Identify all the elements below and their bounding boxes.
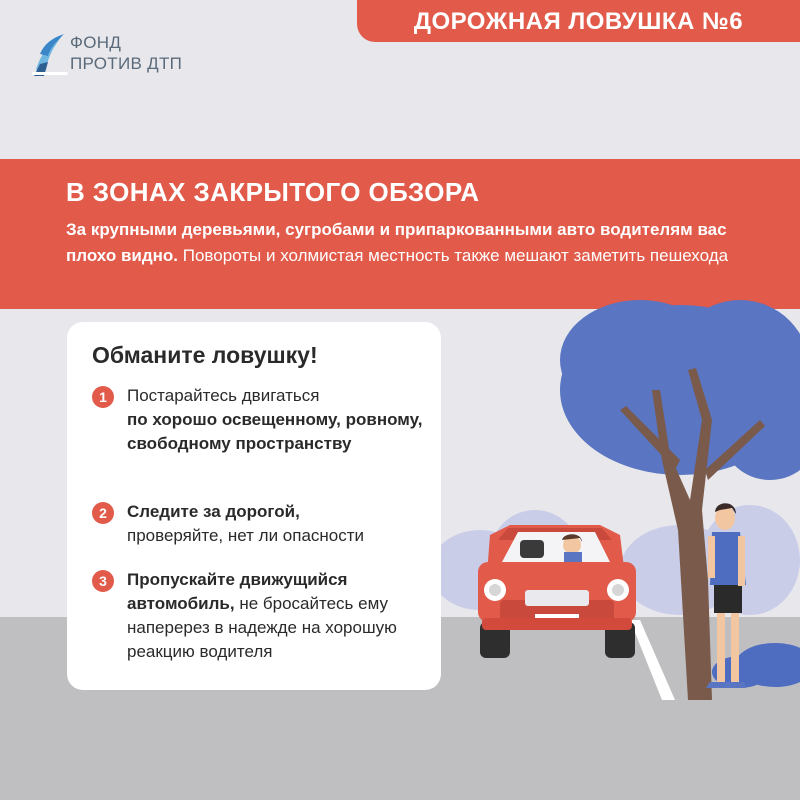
banner-text-regular: Повороты и холмистая местность также мешают заметить пешехода: [178, 246, 729, 265]
tip-text-regular: проверяйте, нет ли опасности: [127, 526, 365, 545]
logo: [30, 24, 210, 84]
headline-banner: [0, 159, 800, 309]
tip-text: [127, 568, 427, 664]
logo-text: [70, 32, 182, 74]
scene-illustration: [440, 300, 800, 720]
banner-text-bold: За крупными деревьями, сугробами и припаркованными авто водителям вас плохо видно.: [66, 220, 727, 265]
car-illustration: [478, 525, 636, 658]
road-marking: [630, 620, 675, 700]
tip-text-bold: по хорошо освещенному, ровному, свободному пространству: [127, 410, 423, 453]
tip-number-badge: 2: [92, 502, 114, 524]
trap-number-badge: [357, 0, 800, 42]
tips-card-title: Обманите ловушку!: [92, 342, 318, 368]
tip-text: [127, 384, 427, 456]
tip-text: [127, 500, 427, 548]
tip-text-regular: Постарайтесь двигаться: [127, 386, 320, 405]
tree-illustration: [560, 300, 800, 700]
logo-line-1: ФОНД: [70, 33, 122, 52]
tip-number-badge: 3: [92, 570, 114, 592]
tip-text-regular: не бросайтесь ему наперерез в надежде на хорошую реакцию водителя: [127, 594, 397, 661]
tip-text-bold: Следите за дорогой,: [127, 502, 300, 521]
banner-description: [66, 217, 766, 269]
tip-number-badge: 1: [92, 386, 114, 408]
banner-title: В ЗОНАХ ЗАКРЫТОГО ОБЗОРА: [66, 177, 480, 207]
trap-number-label: ДОРОЖНАЯ ЛОВУШКА №6: [413, 8, 744, 35]
tips-card: [67, 322, 441, 690]
logo-line-2: ПРОТИВ ДТП: [70, 54, 183, 73]
logo-bird-icon: [30, 26, 70, 78]
tip-text-bold: Пропускайте движущийся автомобиль,: [127, 570, 348, 613]
